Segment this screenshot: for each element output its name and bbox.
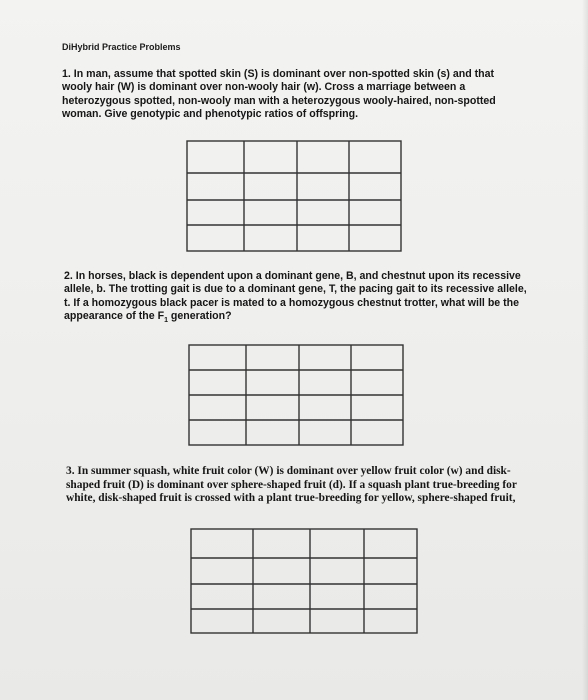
punnett-square-2 <box>188 344 406 448</box>
punnett-square-3 <box>190 528 420 636</box>
question-3-text: In summer squash, white fruit color (W) is dominant over yellow fruit color (w) and disk-shaped fruit (D) is dominant over sphere-shaped fruit (d). If a squash plant true-breeding for white, disk-shaped fruit is crossed with a plant true-breeding for yellow, sphere-shaped fruit, <box>66 465 517 505</box>
question-1 <box>62 68 512 121</box>
question-3-number: 3. <box>66 465 75 477</box>
question-2-text: In horses, black is dependent upon a dominant gene, B, and chestnut upon its recessive allele, b. The trotting gait is due to a dominant gene, T, the pacing gait to its recessive allele, t. If a homozygous black pacer is mated to a homozygous chestnut trotter, what will be the appearance of the F <box>64 270 527 322</box>
question-1-number: 1. <box>62 68 71 80</box>
question-2 <box>64 270 534 327</box>
question-2-subscript: 1 <box>164 317 168 324</box>
question-2-text-end: generation? <box>167 309 232 322</box>
question-1-text: In man, assume that spotted skin (S) is dominant over non-spotted skin (s) and that wooly hair (W) is dominant over non-wooly hair (w). Cross a marriage between a heterozygous spotted, non-wooly man with a heterozygous wooly-haired, non-spotted woman. Give genotypic and phenotypic ratios of offspring. <box>62 68 496 120</box>
page-edge-shadow <box>582 0 588 700</box>
question-2-number: 2. <box>64 270 73 282</box>
page-title: DiHybrid Practice Problems <box>62 42 181 52</box>
punnett-square-1 <box>186 140 404 254</box>
question-3 <box>66 465 526 506</box>
